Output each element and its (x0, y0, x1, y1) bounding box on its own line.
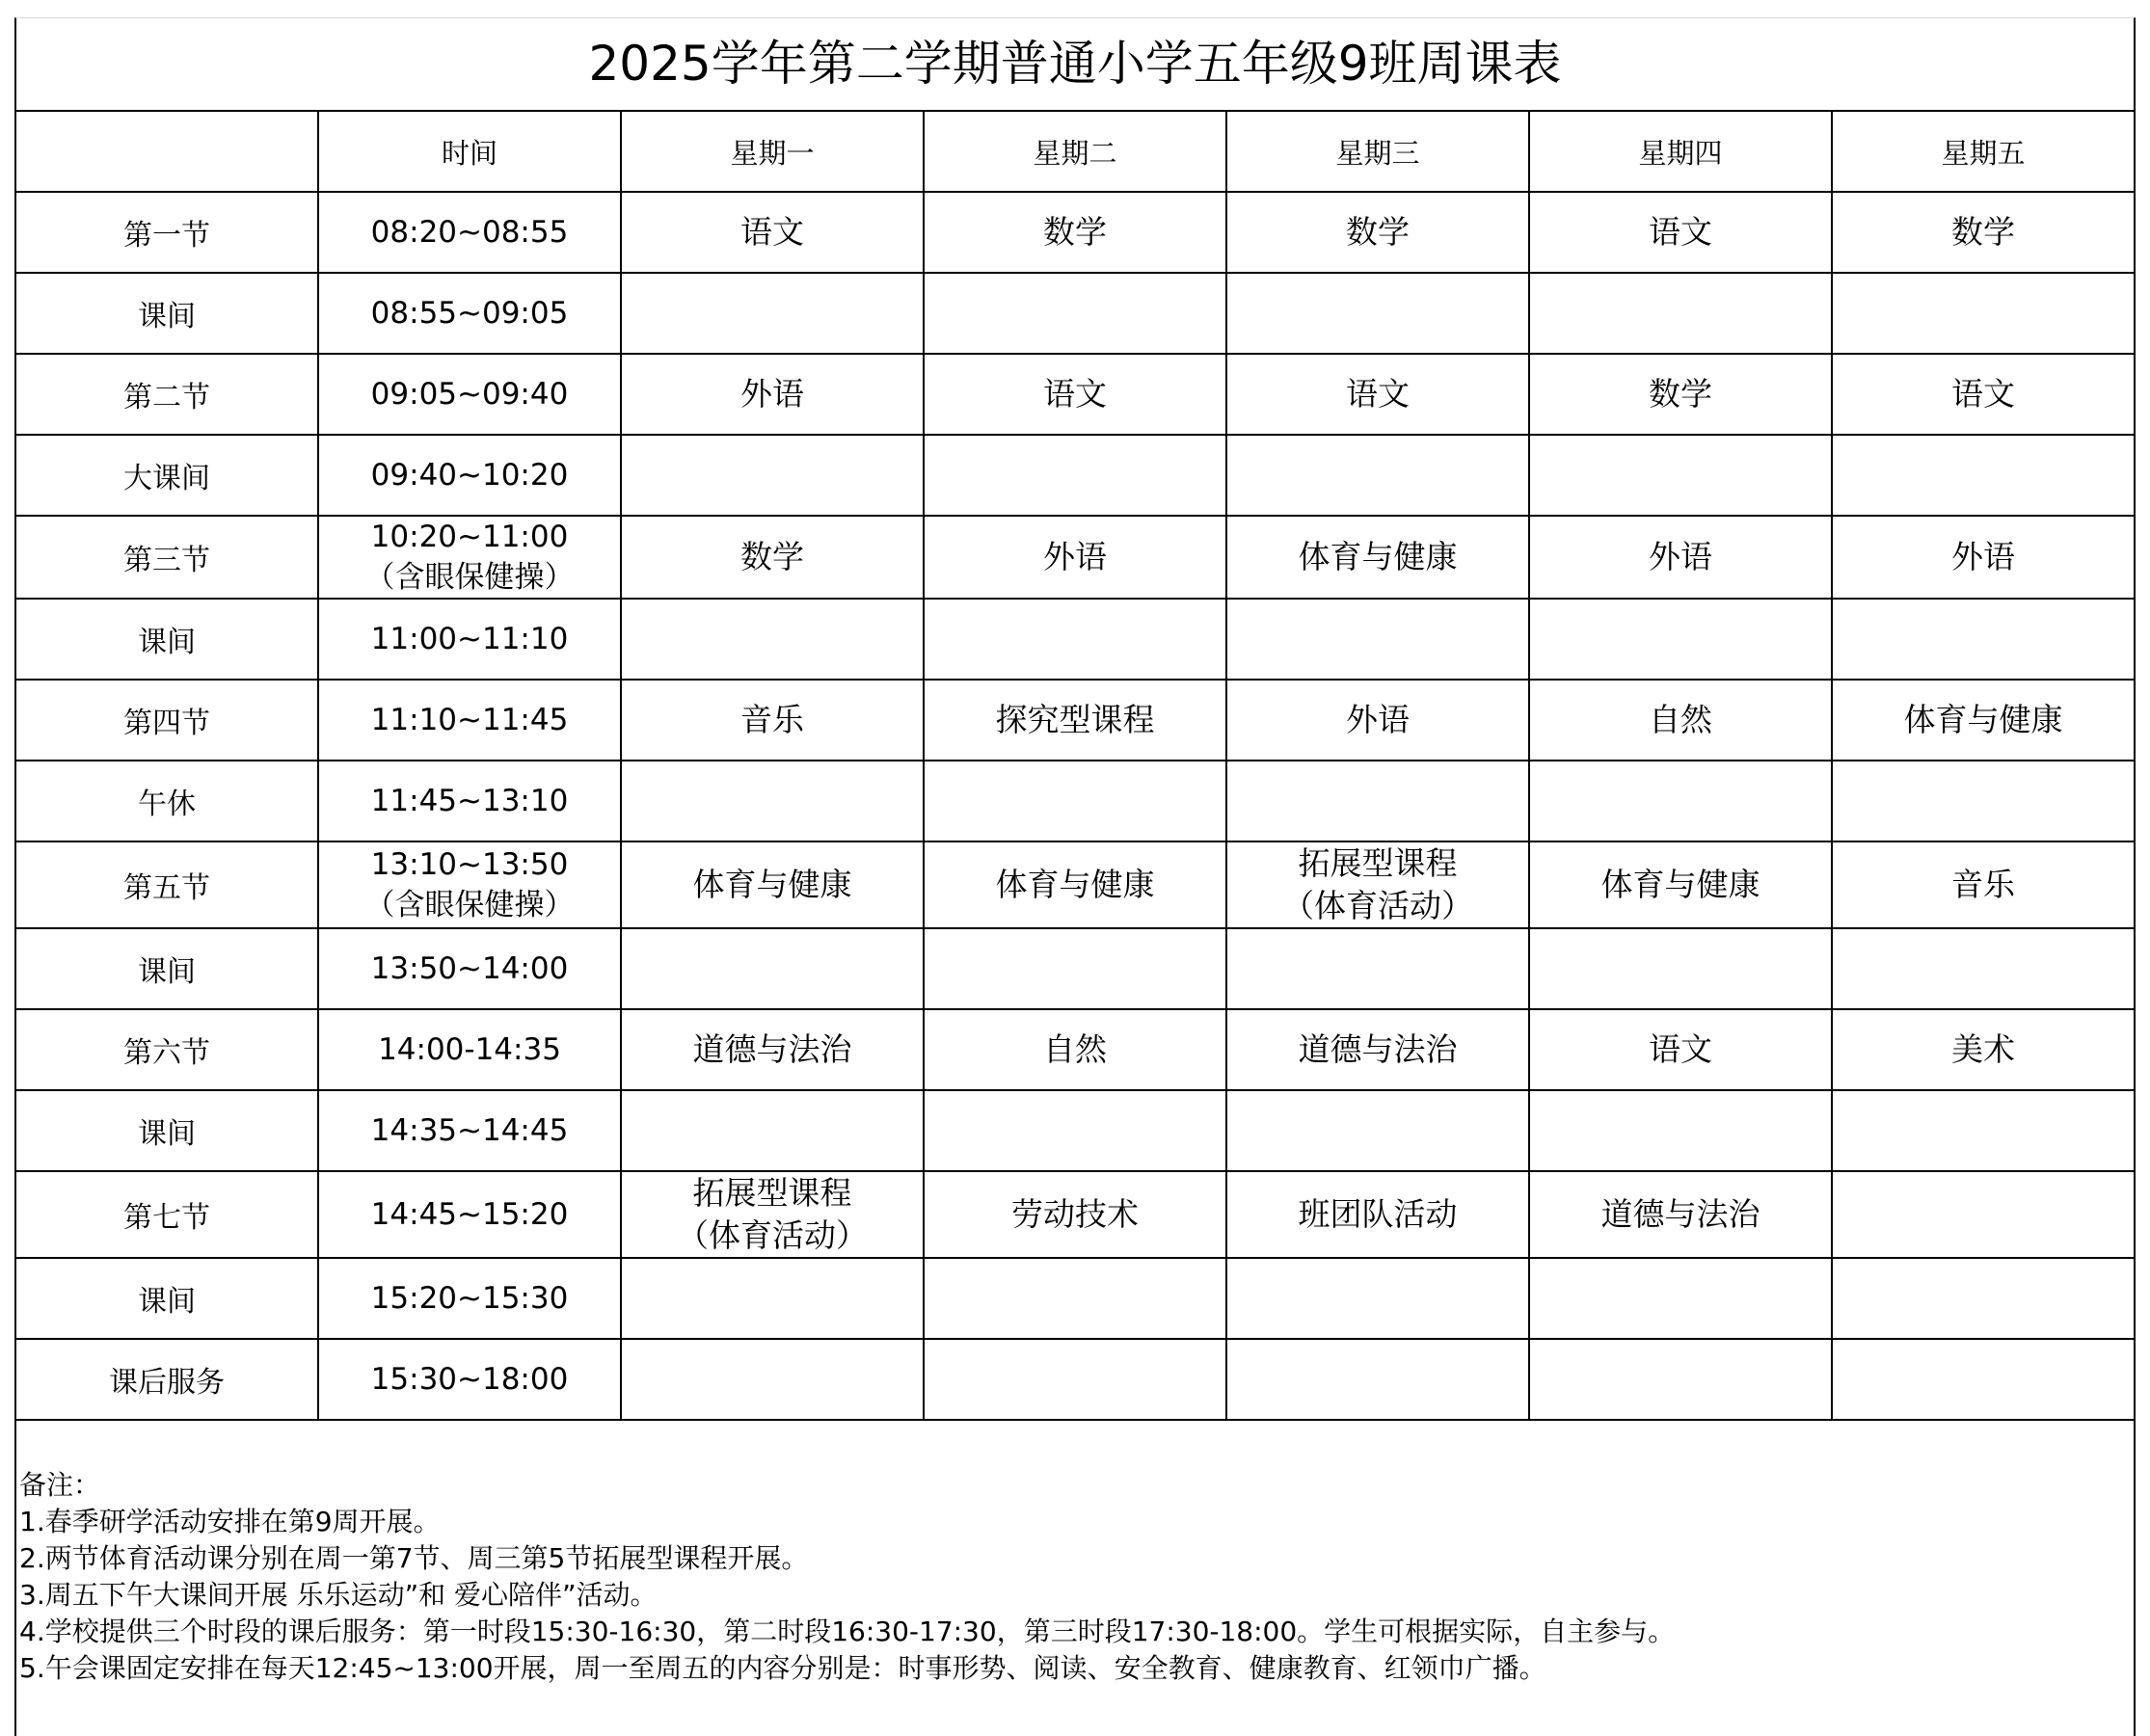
subject-text: （体育活动） (677, 1216, 868, 1254)
subject-cell (621, 599, 924, 680)
subject-cell (621, 761, 924, 841)
header-row (15, 111, 2135, 192)
subject-text: 数学 (1649, 375, 1712, 413)
subject-cell (621, 516, 924, 599)
note-item: 3.周五下午大课间开展 乐乐运动”和 爱心陪伴”活动。 (19, 1579, 658, 1611)
subject-cell (1529, 435, 1832, 516)
subject-cell (1529, 599, 1832, 680)
subject-cell (924, 1009, 1226, 1090)
subject-text: 探究型课程 (995, 701, 1155, 738)
timetable-row (15, 192, 2135, 273)
time-text: 13:10~13:50 (370, 847, 569, 882)
subject-cell (924, 928, 1226, 1009)
header-time-cell: 时间 (318, 111, 621, 192)
subject-cell (1226, 435, 1529, 516)
subject-cell (1832, 599, 2135, 680)
subject-text: 道德与法治 (1600, 1195, 1760, 1233)
subject-cell (1226, 841, 1529, 928)
subject-text: 语文 (740, 213, 804, 251)
subject-cell (1832, 516, 2135, 599)
time-text: 14:00-14:35 (378, 1032, 561, 1067)
timetable-row (15, 354, 2135, 435)
period-label-cell: 午休 (15, 761, 318, 841)
time-text: 09:05~09:40 (370, 377, 569, 412)
subject-text: 拓展型课程 (1298, 844, 1458, 882)
note-item: 5.午会课固定安排在每天12:45~13:00开展，周一至周五的内容分别是：时事形势、阅读、安全教育、健康教育、红领巾广播。 (19, 1652, 1546, 1684)
time-text: （含眼保健操） (364, 888, 575, 922)
subject-cell (1226, 761, 1529, 841)
header-day-cell: 星期一 (621, 111, 924, 192)
subject-text: 自然 (1043, 1030, 1107, 1068)
subject-text: 外语 (1043, 538, 1107, 575)
subject-text: 音乐 (1951, 866, 2015, 903)
time-cell (318, 1171, 621, 1258)
note-item: 1.春季研学活动安排在第9周开展。 (19, 1506, 441, 1537)
time-text: 14:45~15:20 (370, 1197, 569, 1232)
timetable-row (15, 928, 2135, 1009)
time-cell (318, 192, 621, 273)
subject-text: 美术 (1951, 1030, 2015, 1068)
period-label-cell: 大课间 (15, 435, 318, 516)
subject-cell (1529, 1090, 1832, 1171)
subject-cell (924, 841, 1226, 928)
subject-text: （体育活动） (1282, 887, 1473, 924)
time-text: 09:40~10:20 (370, 458, 569, 493)
time-text: 11:00~11:10 (370, 622, 569, 656)
subject-cell (1529, 680, 1832, 761)
notes-heading: 备注： (19, 1469, 101, 1501)
subject-cell (924, 761, 1226, 841)
subject-text: 外语 (740, 375, 804, 413)
timetable-body (15, 192, 2135, 1420)
period-label-cell: 第六节 (15, 1009, 318, 1090)
period-label-cell: 课后服务 (15, 1339, 318, 1420)
header-blank-cell (15, 111, 318, 192)
subject-cell (924, 599, 1226, 680)
time-cell (318, 1009, 621, 1090)
period-label-cell: 课间 (15, 599, 318, 680)
period-label-cell: 课间 (15, 1090, 318, 1171)
timetable-row (15, 516, 2135, 599)
subject-cell (621, 1171, 924, 1258)
timetable-row (15, 680, 2135, 761)
subject-cell (1529, 192, 1832, 273)
header-day-cell: 星期二 (924, 111, 1226, 192)
time-text: 13:50~14:00 (370, 951, 569, 986)
subject-cell (1832, 680, 2135, 761)
subject-text: 外语 (1346, 701, 1410, 738)
time-text: 11:10~11:45 (370, 703, 569, 737)
time-text: 15:20~15:30 (370, 1281, 569, 1316)
subject-cell (1226, 928, 1529, 1009)
period-label-cell: 课间 (15, 1258, 318, 1339)
timetable-row (15, 599, 2135, 680)
subject-cell (924, 1171, 1226, 1258)
subject-text: 语文 (1951, 375, 2015, 413)
subject-cell (924, 516, 1226, 599)
subject-cell (1832, 1009, 2135, 1090)
timetable-row (15, 1171, 2135, 1258)
subject-cell (1226, 192, 1529, 273)
subject-text: 班团队活动 (1298, 1195, 1458, 1233)
subject-cell (1832, 192, 2135, 273)
subject-cell (621, 192, 924, 273)
time-text: 10:20~11:00 (370, 520, 569, 554)
subject-cell (621, 1339, 924, 1420)
subject-cell (1529, 354, 1832, 435)
notes-section (19, 1467, 2121, 1687)
subject-cell (1226, 1171, 1529, 1258)
subject-cell (1529, 928, 1832, 1009)
subject-cell (924, 1258, 1226, 1339)
subject-text: 道德与法治 (1298, 1030, 1458, 1068)
subject-cell (1832, 1171, 2135, 1258)
subject-cell (621, 680, 924, 761)
subject-text: 语文 (1043, 375, 1107, 413)
time-cell (318, 599, 621, 680)
timetable-row (15, 1339, 2135, 1420)
timetable-row (15, 761, 2135, 841)
subject-cell (1226, 516, 1529, 599)
subject-cell (1226, 354, 1529, 435)
period-label-cell: 第三节 (15, 516, 318, 599)
timetable-row (15, 1258, 2135, 1339)
period-label-cell: 第五节 (15, 841, 318, 928)
subject-cell (924, 354, 1226, 435)
subject-cell (621, 1090, 924, 1171)
time-cell (318, 435, 621, 516)
time-cell (318, 516, 621, 599)
timetable-row (15, 841, 2135, 928)
time-text: 14:35~14:45 (370, 1113, 569, 1148)
subject-cell (1529, 516, 1832, 599)
subject-cell (1226, 1009, 1529, 1090)
time-text: 11:45~13:10 (370, 784, 569, 818)
subject-cell (1529, 1258, 1832, 1339)
time-text: 08:20~08:55 (370, 215, 569, 250)
time-text: （含眼保健操） (364, 560, 575, 595)
time-cell (318, 354, 621, 435)
time-cell (318, 1258, 621, 1339)
note-item: 4.学校提供三个时段的课后服务：第一时段15:30-16:30，第二时段16:30-17:30，第三时段17:30-18:00。学生可根据实际，自主参与。 (19, 1616, 1676, 1647)
subject-cell (1832, 928, 2135, 1009)
time-cell (318, 680, 621, 761)
timetable (14, 110, 2136, 1421)
time-cell (318, 928, 621, 1009)
subject-cell (621, 1258, 924, 1339)
subject-cell (1226, 680, 1529, 761)
subject-cell (621, 273, 924, 354)
subject-cell (1832, 841, 2135, 928)
subject-cell (1832, 273, 2135, 354)
subject-cell (924, 1090, 1226, 1171)
subject-cell (621, 841, 924, 928)
time-text: 08:55~09:05 (370, 296, 569, 331)
subject-cell (1832, 1090, 2135, 1171)
subject-cell (1226, 1258, 1529, 1339)
time-cell (318, 841, 621, 928)
subject-cell (1529, 841, 1832, 928)
subject-cell (1226, 599, 1529, 680)
subject-cell (924, 273, 1226, 354)
subject-text: 外语 (1951, 538, 2015, 575)
subject-cell (1832, 1258, 2135, 1339)
time-cell (318, 1339, 621, 1420)
subject-cell (1226, 273, 1529, 354)
subject-cell (1832, 354, 2135, 435)
subject-cell (1832, 435, 2135, 516)
subject-text: 语文 (1346, 375, 1410, 413)
subject-text: 体育与健康 (1298, 538, 1458, 575)
time-cell (318, 761, 621, 841)
subject-cell (924, 192, 1226, 273)
subject-cell (1529, 1171, 1832, 1258)
timetable-row (15, 435, 2135, 516)
subject-cell (1529, 273, 1832, 354)
header-day-cell: 星期三 (1226, 111, 1529, 192)
subject-text: 体育与健康 (692, 866, 852, 903)
subject-text: 拓展型课程 (692, 1174, 852, 1212)
subject-text: 体育与健康 (1903, 701, 2063, 738)
subject-cell (924, 435, 1226, 516)
note-item: 2.两节体育活动课分别在周一第7节、周三第5节拓展型课程开展。 (19, 1542, 809, 1574)
time-cell (318, 1090, 621, 1171)
subject-cell (621, 928, 924, 1009)
period-label-cell: 第四节 (15, 680, 318, 761)
period-label-cell: 课间 (15, 273, 318, 354)
period-label-cell: 第七节 (15, 1171, 318, 1258)
subject-cell (1529, 761, 1832, 841)
subject-text: 道德与法治 (692, 1030, 852, 1068)
timetable-row (15, 1009, 2135, 1090)
subject-text: 语文 (1649, 213, 1712, 251)
subject-cell (621, 354, 924, 435)
period-label-cell: 第一节 (15, 192, 318, 273)
subject-cell (1832, 1339, 2135, 1420)
subject-text: 体育与健康 (1600, 866, 1760, 903)
period-label-cell: 课间 (15, 928, 318, 1009)
subject-text: 数学 (1043, 213, 1107, 251)
timetable-row (15, 1090, 2135, 1171)
timetable-row (15, 273, 2135, 354)
time-cell (318, 273, 621, 354)
subject-cell (924, 1339, 1226, 1420)
subject-cell (1832, 761, 2135, 841)
header-day-cell: 星期四 (1529, 111, 1832, 192)
subject-text: 劳动技术 (1011, 1195, 1139, 1233)
period-label-cell: 第二节 (15, 354, 318, 435)
header-day-cell: 星期五 (1832, 111, 2135, 192)
subject-text: 数学 (1951, 213, 2015, 251)
subject-text: 数学 (740, 538, 804, 575)
subject-text: 自然 (1649, 701, 1712, 738)
subject-cell (621, 435, 924, 516)
subject-text: 音乐 (740, 701, 804, 738)
subject-cell (1226, 1090, 1529, 1171)
subject-text: 体育与健康 (995, 866, 1155, 903)
page-title: 2025学年第二学期普通小学五年级9班周课表 (588, 36, 1562, 92)
subject-cell (924, 680, 1226, 761)
subject-cell (1529, 1009, 1832, 1090)
subject-cell (1529, 1339, 1832, 1420)
subject-text: 数学 (1346, 213, 1410, 251)
subject-text: 语文 (1649, 1030, 1712, 1068)
subject-cell (621, 1009, 924, 1090)
subject-text: 外语 (1649, 538, 1712, 575)
subject-cell (1226, 1339, 1529, 1420)
time-text: 15:30~18:00 (370, 1362, 569, 1397)
